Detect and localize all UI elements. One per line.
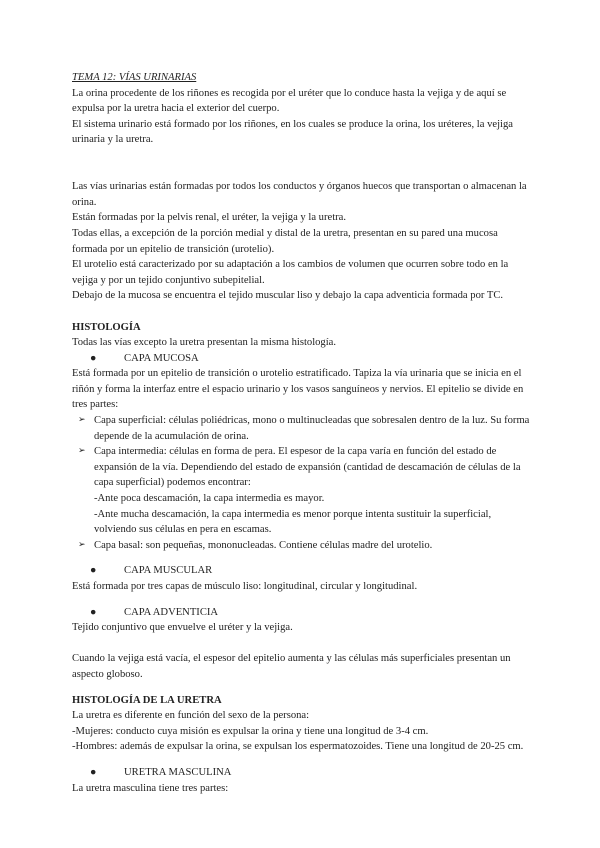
vias-paragraph-4: El urotelio está caracterizado por su adaptación a los cambios de volumen que ocurren sobre todo en la vejiga y por un tejido conjuntivo subepitelial. [72,259,509,286]
bullet-icon: ● [90,352,97,364]
vias-paragraph-3: Todas ellas, a excepción de la porción medial y distal de la uretra, presentan en su pared una mucosa formada por un epitelio de transición (urotelio). [72,227,498,255]
capa-intermedia-case-b: -Ante mucha descamación, la capa intermedia es menor porque intenta sustituir la superficial, volviendo sus células en pera en escamas. [94,508,492,536]
bullet-icon: ● [90,606,97,618]
document-title: TEMA 12: VÍAS URINARIAS [72,72,197,83]
vias-paragraph-1: Las vías urinarias están formadas por todos los conductos y órganos huecos que transportan o almacenan la orina. [72,181,527,208]
capa-basal-text: Capa basal: son pequeñas, mononucleadas. Contiene células madre del urotelio. [94,539,433,551]
capa-muscular-text: Está formada por tres capas de músculo liso: longitudinal, circular y longitudinal. [72,581,418,592]
uretra-masculina-bullet [72,765,532,781]
intro-paragraph-2: El sistema urinario está formado por los riñones, en los cuales se produce la orina, los uréteres, la vejiga urinaria y la uretra. [72,118,513,146]
bullet-icon: ● [90,565,97,577]
arrow-icon: ➢ [78,415,86,426]
capa-basal-item [72,538,532,554]
capa-adventicia-label: CAPA ADVENTICIA [124,606,219,618]
uretra-heading: HISTOLOGÍA DE LA URETRA [72,694,222,706]
vias-paragraph-5: Debajo de la mucosa se encuentra el tejido muscular liso y debajo la capa adventicia formada por TC. [72,290,504,302]
capa-intermedia-item [72,444,532,538]
histologia-intro: Todas las vías excepto la uretra presentan la misma histología. [72,337,337,349]
capa-adventicia-text: Tejido conjuntivo que envuelve el uréter y la vejiga. [72,622,293,634]
capa-superficial-item [72,413,532,444]
document-page [72,70,532,796]
histologia-heading: HISTOLOGÍA [72,321,141,333]
bullet-icon: ● [90,766,97,778]
capa-muscular-label: CAPA MUSCULAR [124,565,213,577]
capa-mucosa-label: CAPA MUCOSA [124,352,199,364]
capa-intermedia-case-a: -Ante poca descamación, la capa intermedia es mayor. [94,493,325,505]
vias-paragraph-2: Están formadas por la pelvis renal, el uréter, la vejiga y la uretra. [72,212,347,224]
vejiga-vacia-paragraph: Cuando la vejiga está vacía, el espesor del epitelio aumenta y las células más superficiales presentan un aspecto globoso. [72,653,511,680]
capa-mucosa-bullet [72,351,532,367]
capa-intermedia-text: Capa intermedia: células en forma de pera. El espesor de la capa varía en función del estado de expansión de la vía. Dependiendo del estado de expansión (cantidad de descamación de células de la capa superficial) podemos encontrar: [94,446,521,489]
capa-adventicia-bullet [72,605,532,621]
uretra-line-1: La uretra es diferente en función del sexo de la persona: [72,710,310,722]
uretra-line-3: -Hombres: además de expulsar la orina, se expulsan los espermatozoides. Tiene una longitud de 20-25 cm. [72,741,524,753]
capa-superficial-text: Capa superficial: células poliédricas, mono o multinucleadas que sobresalen dentro de la luz. Su forma depende de la acumulación de orina. [94,415,530,442]
arrow-icon: ➢ [78,446,86,457]
capa-mucosa-text: Está formada por un epitelio de transición o urotelio estratificado. Tapiza la vía urinaria que se inicia en el riñón y forma la interfaz entre el espacio urinario y los vasos sanguíneos y nervios. El epitelio se divide en tres partes: [72,368,524,411]
uretra-line-2: -Mujeres: conducto cuya misión es expulsar la orina y tiene una longitud de 3-4 cm. [72,725,429,737]
uretra-masculina-label: URETRA MASCULINA [124,766,232,778]
arrow-icon: ➢ [78,539,86,550]
capa-muscular-bullet [72,563,532,579]
intro-paragraph-1: La orina procedente de los riñones es recogida por el uréter que lo conduce hasta la vejiga y de aquí se expulsa por la uretra hacia el exterior del cuerpo. [72,87,507,115]
uretra-masculina-text: La uretra masculina tiene tres partes: [72,782,229,794]
